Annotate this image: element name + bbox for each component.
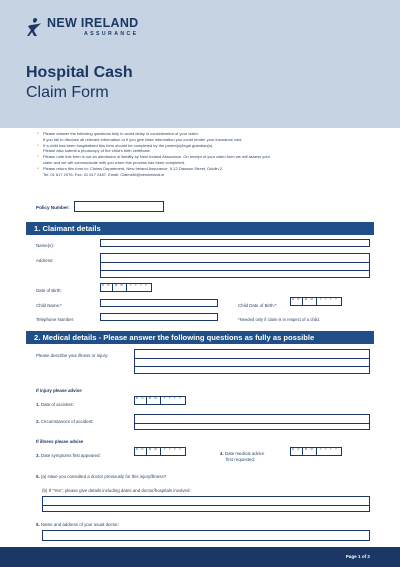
instruction-item: ● Please note this form is not an admission of liability by New Ireland Assurance. On receipt of your claim form we will assess your (38, 154, 374, 160)
advice-year: Y Y Y Y (319, 448, 339, 451)
illness-field[interactable] (134, 349, 370, 374)
dob-year: Y Y Y Y (129, 284, 149, 287)
accident-month: M M (147, 397, 161, 404)
accident-day: D D (135, 397, 147, 404)
section-medical-details: 2. Medical details - Please answer the following questions as fully as possible (26, 331, 374, 344)
company-logo (26, 17, 139, 37)
page-number: Page 1 of 2 (345, 554, 370, 559)
instruction-item: claim and we will communicate with you when this process has been completed. (43, 159, 186, 165)
advice-month: M M (303, 448, 317, 455)
injury-subhead: If injury please advise (36, 388, 82, 393)
section-claimant-details: 1. Claimant details (26, 222, 374, 235)
accident-date-label (36, 402, 74, 407)
question-number: 3. (36, 453, 40, 458)
child-dob-year: Y Y Y Y (319, 298, 339, 301)
child-note: *Needed only if claim is in respect of a child. (238, 317, 320, 322)
child-dob-label: Child Date of Birth:* (238, 303, 277, 308)
question-number: 6. (36, 522, 40, 527)
page-subtitle: Claim Form (26, 84, 109, 101)
address-label: Address: (36, 258, 54, 263)
circumstances-field[interactable] (134, 414, 370, 430)
instruction-item: ● Please answer the following questions fully to avoid delay in consideration of your claim. (38, 131, 374, 137)
child-dob-day: D D (291, 298, 303, 305)
child-name-label: Child Name:* (36, 303, 62, 308)
accident-year: Y Y Y Y (163, 397, 183, 400)
instruction-item: Tel: 01 617 2976. Fax: 01 617 2487. Email: ClaimsNI@newireland.ie (43, 171, 165, 177)
page-title: Hospital Cash (26, 64, 133, 81)
q5b-label: (b) If "Yes", please give details including dates and doctor/hospitals involved: (42, 488, 191, 493)
policy-number-field[interactable] (74, 201, 164, 212)
symptoms-day: D D (135, 448, 147, 455)
address-field[interactable] (100, 253, 370, 278)
instruction-item: ● Please return this form to: Claims Department, New Ireland Assurance, 9-12 Dawson Street, Dublin 2. (38, 166, 374, 172)
q6-label (36, 522, 119, 527)
instruction-item: ● If a child has been hospitalised this form should be completed by the parent(s)/legal guardian(s). (38, 143, 374, 149)
illness-subhead: If illness please advise (36, 439, 84, 444)
telephone-field[interactable] (100, 313, 218, 321)
question-number: 2. (36, 419, 40, 424)
instruction-item: If you fail to disclose all relevant information or if you give false information you could render your insurance void. (43, 136, 243, 142)
advice-date-text-2: first requested: (226, 456, 256, 462)
child-name-field[interactable] (100, 299, 218, 307)
child-dob-month: M M (303, 298, 317, 305)
symptoms-month: M M (147, 448, 161, 455)
dob-label: Date of Birth: (36, 288, 62, 293)
circumstances-label (36, 419, 94, 424)
circumstances-text: Circumstances of accident: (40, 419, 94, 424)
logo-name: NEW IRELAND (47, 16, 139, 30)
dob-day: D D (101, 284, 113, 291)
q5a-label (36, 474, 166, 479)
advice-date-label (220, 451, 264, 462)
accident-date-field[interactable] (134, 396, 186, 405)
symptoms-date-text: Date symptoms first appeared: (40, 453, 101, 458)
telephone-label: Telephone Number: (36, 317, 75, 322)
logo-figure-icon (26, 17, 43, 37)
symptoms-date-label (36, 453, 101, 458)
instructions-box (26, 128, 374, 192)
advice-day: D D (291, 448, 303, 455)
doctor-address-field[interactable] (42, 530, 370, 541)
header-band (0, 0, 400, 128)
q5b-field[interactable] (42, 496, 370, 512)
accident-date-text: Date of accident: (40, 402, 74, 407)
question-number: 1. (36, 402, 40, 407)
logo-sub: ASSURANCE (84, 31, 139, 37)
q6-text: Name and address of your usual doctor: (40, 522, 120, 527)
dob-field[interactable] (100, 283, 152, 292)
q5a-text: (a) Have you consulted a doctor previously for this injury/illness? (40, 474, 167, 479)
question-number: 4. (220, 451, 224, 456)
instruction-item: Please also submit a photocopy of the child's birth certificate. (43, 148, 151, 154)
dob-month: M M (113, 284, 127, 291)
advice-date-field[interactable] (290, 447, 342, 456)
symptoms-year: Y Y Y Y (163, 448, 183, 451)
question-number: 5. (36, 474, 40, 479)
policy-number-label: Policy Number: (36, 205, 70, 210)
name-label: Name(s): (36, 243, 55, 248)
child-dob-field[interactable] (290, 297, 342, 306)
name-field[interactable] (100, 239, 370, 247)
symptoms-date-field[interactable] (134, 447, 186, 456)
advice-date-text: Date medical advice (224, 451, 265, 456)
footer-bar (0, 547, 400, 567)
illness-label: Please describe your illness or injury: (36, 353, 109, 358)
